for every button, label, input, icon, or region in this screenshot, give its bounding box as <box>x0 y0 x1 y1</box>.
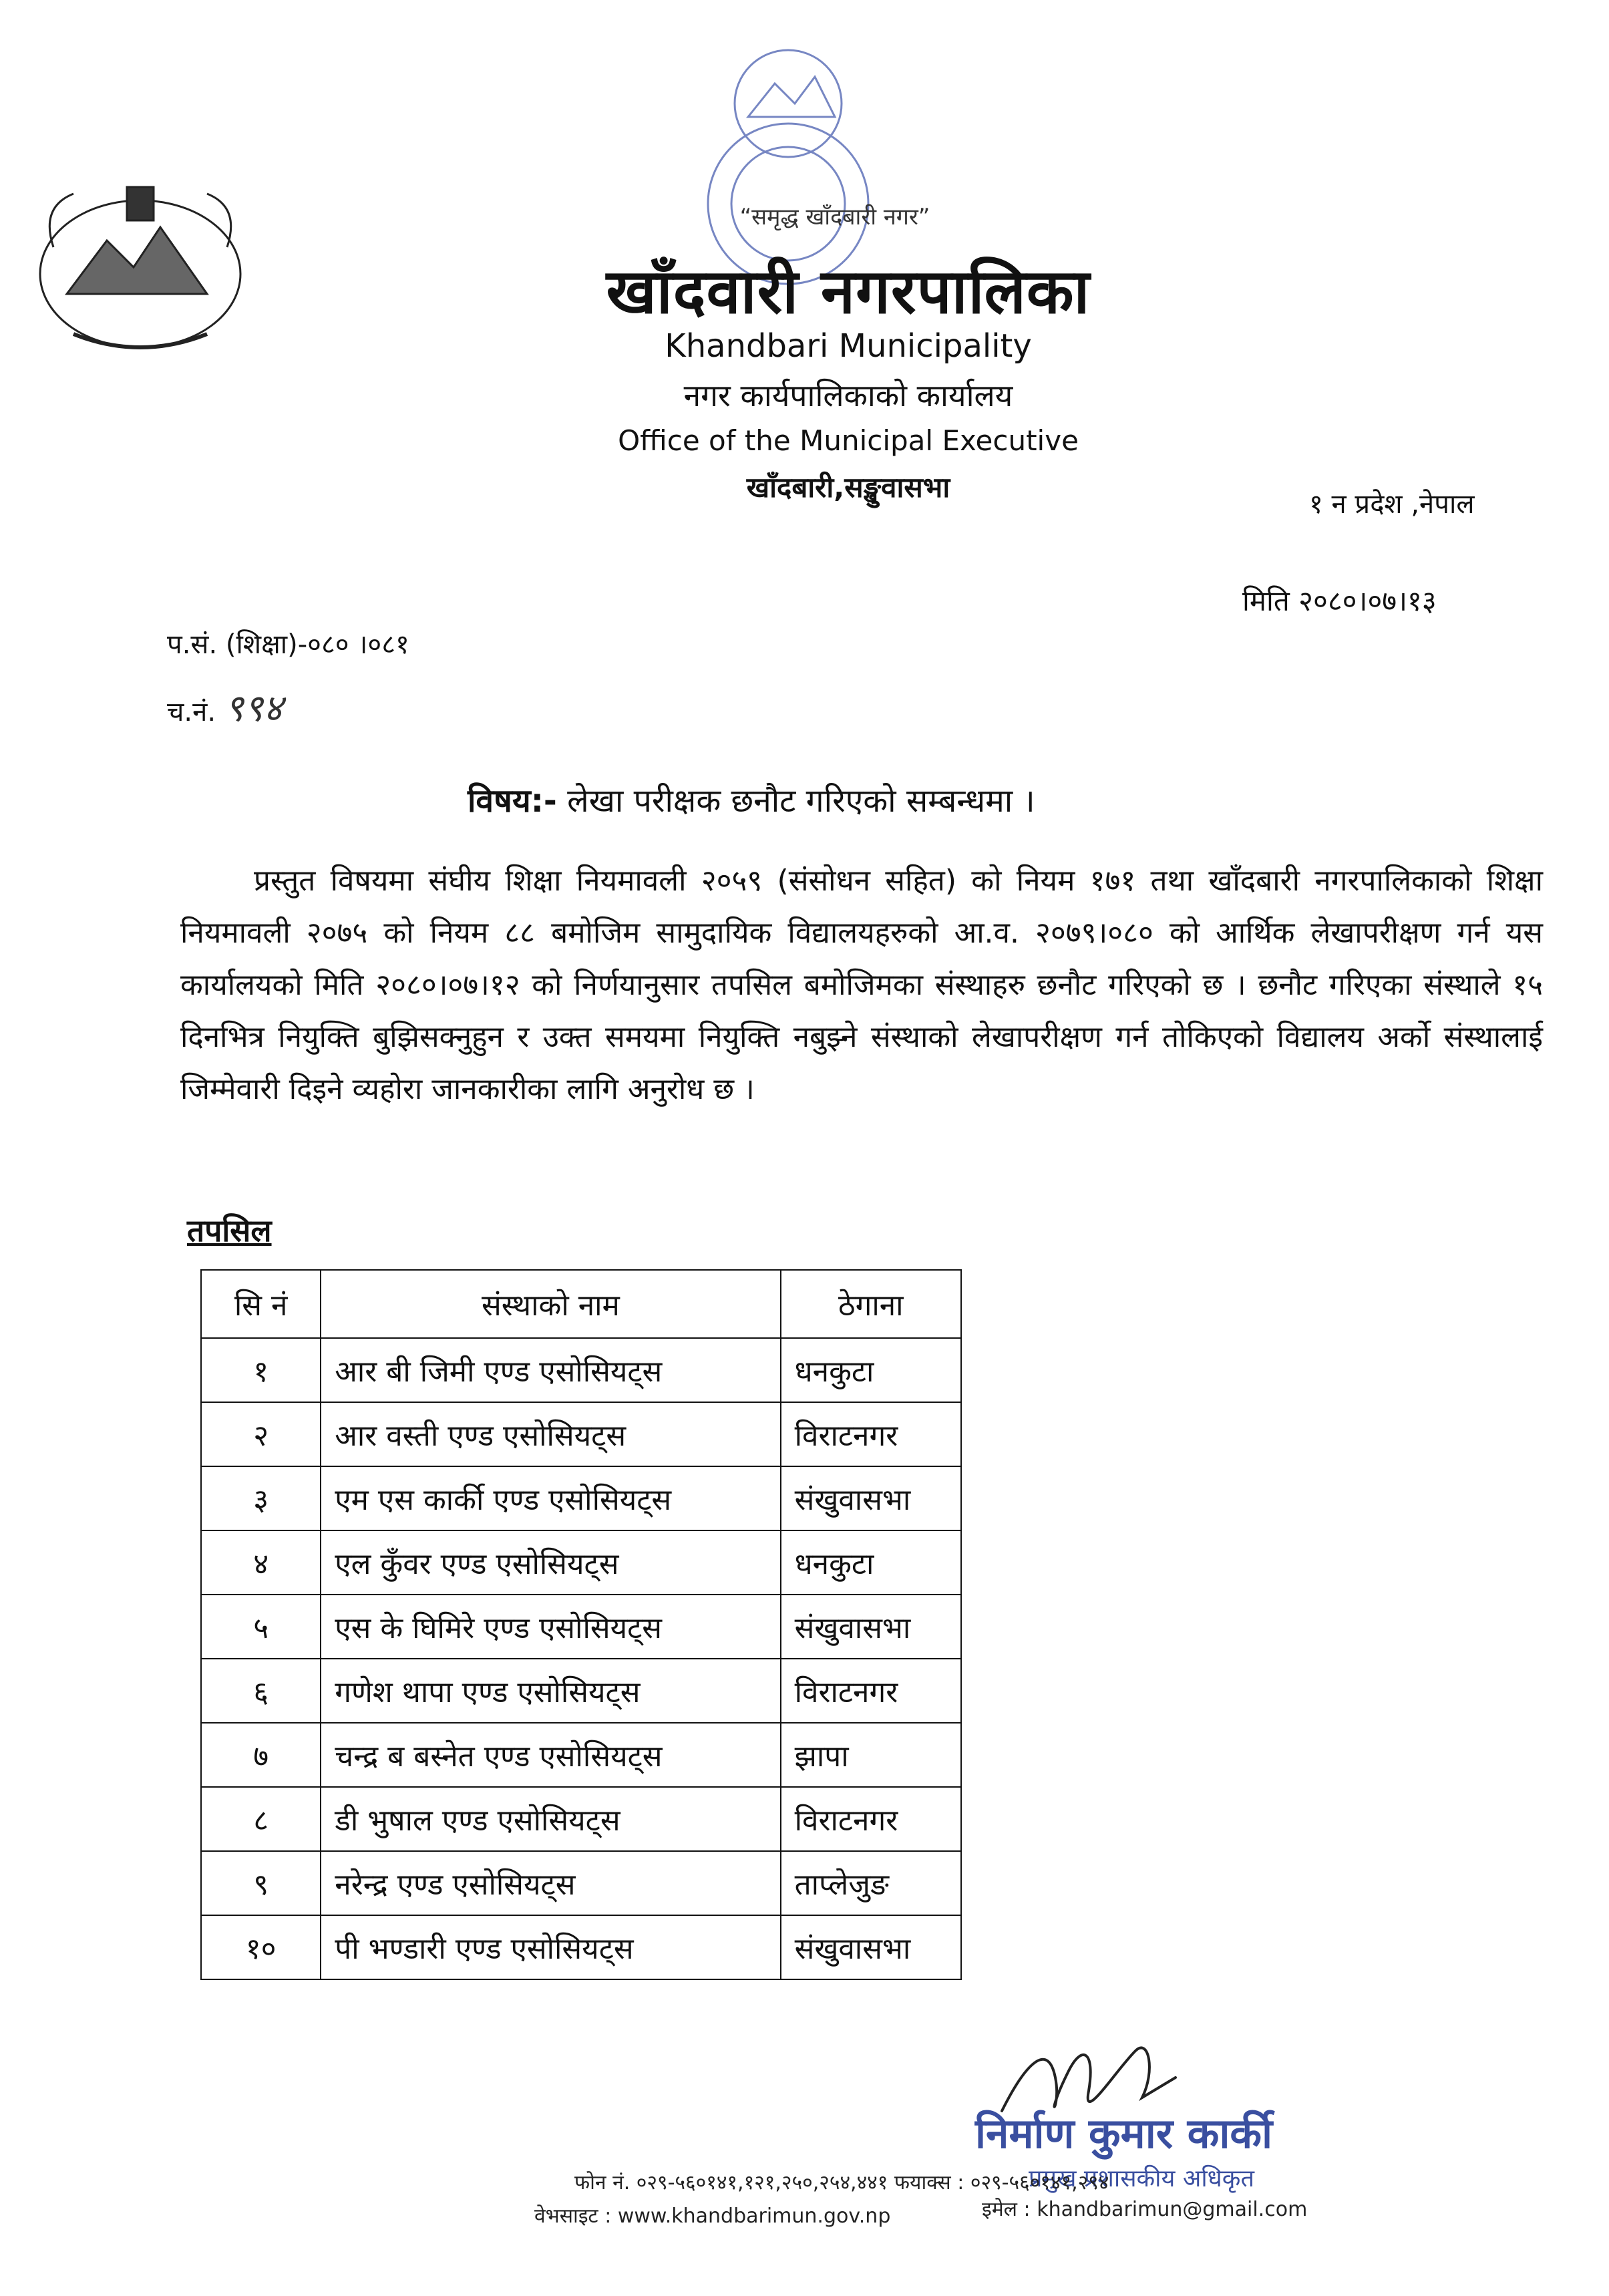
row-sn: १० <box>201 1915 321 1979</box>
municipality-title-np: खाँदवारी नगरपालिका <box>606 256 1091 327</box>
row-sn: १ <box>201 1338 321 1402</box>
table-row <box>201 1723 961 1787</box>
row-sn: २ <box>201 1402 321 1466</box>
row-address: झापा <box>781 1723 961 1787</box>
row-name: गणेश थापा एण्ड एसोसियट्स <box>321 1659 780 1723</box>
row-address: संखुवासभा <box>781 1915 961 1979</box>
row-sn: ५ <box>201 1595 321 1659</box>
row-name: आर बी जिमी एण्ड एसोसियट्स <box>321 1338 780 1402</box>
row-address: धनकुटा <box>781 1338 961 1402</box>
column-header-sn: सि नं <box>201 1270 321 1338</box>
dispatch-label: च.नं. <box>167 697 216 727</box>
row-sn: ६ <box>201 1659 321 1723</box>
office-address: खाँदबारी,सङ्खुवासभा <box>746 471 950 504</box>
row-address: संखुवासभा <box>781 1595 961 1659</box>
table-row <box>201 1851 961 1915</box>
row-name: एल कुँवर एण्ड एसोसियट्स <box>321 1530 780 1595</box>
row-name: चन्द्र ब बस्नेत एण्ड एसोसियट्स <box>321 1723 780 1787</box>
signer-title-stamp: प्रमुख प्रशासकीय अधिकृत <box>1029 2165 1254 2192</box>
footer-email[interactable]: इमेल : khandbarimun@gmail.com <box>982 2198 1308 2221</box>
row-address: विराटनगर <box>781 1402 961 1466</box>
slogan: “समृद्ध खाँदबारी नगर” <box>739 204 930 230</box>
row-address: विराटनगर <box>781 1659 961 1723</box>
row-name: पी भण्डारी एण्ड एसोसियट्स <box>321 1915 780 1979</box>
province-label: १ न प्रदेश ,नेपाल <box>1309 489 1475 520</box>
column-header-address: ठेगाना <box>781 1270 961 1338</box>
table-row <box>201 1659 961 1723</box>
row-name: नरेन्द्र एण्ड एसोसियट्स <box>321 1851 780 1915</box>
footer-website[interactable]: वेभसाइट : www.khandbarimun.gov.np <box>534 2204 891 2228</box>
table-row <box>201 1338 961 1402</box>
letter-date: मिति २०८०।०७।१३ <box>1242 585 1437 617</box>
table-row <box>201 1915 961 1979</box>
footer-phone: फोन नं. ०२९-५६०१४१,१२१,२५०,२५४,४४१ फयाक्स : ०२९-५६०१४१,२९४ <box>574 2171 1109 2194</box>
table-row <box>201 1402 961 1466</box>
dispatch-number-handwritten: ९९४ <box>224 687 283 730</box>
table-row <box>201 1530 961 1595</box>
subject-line <box>468 778 1035 822</box>
column-header-name: संस्थाको नाम <box>321 1270 780 1338</box>
table-row <box>201 1787 961 1851</box>
row-sn: ७ <box>201 1723 321 1787</box>
table-title: तपसिल <box>187 1212 272 1249</box>
reference-number: प.सं. (शिक्षा)-०८० ।०८१ <box>167 629 409 660</box>
selected-auditors-table <box>200 1269 962 1980</box>
row-address: संखुवासभा <box>781 1466 961 1530</box>
signer-name-stamp: निर्माण कुमार कार्की <box>975 2109 1273 2158</box>
table-row <box>201 1466 961 1530</box>
nepal-emblem-icon <box>27 167 254 367</box>
row-sn: ९ <box>201 1851 321 1915</box>
dispatch-number <box>167 681 283 732</box>
table-row <box>201 1595 961 1659</box>
row-name: एस के घिमिरे एण्ड एसोसियट्स <box>321 1595 780 1659</box>
row-sn: ८ <box>201 1787 321 1851</box>
row-name: आर वस्ती एण्ड एसोसियट्स <box>321 1402 780 1466</box>
municipality-title-en: Khandbari Municipality <box>665 327 1032 365</box>
row-address: धनकुटा <box>781 1530 961 1595</box>
letter-body: प्रस्तुत विषयमा संघीय शिक्षा नियमावली २०५९ (संसोधन सहित) को नियम १७१ तथा खाँदबारी नगरपालिकाको शिक्षा नियमावली २०७५ को नियम ८८ बमोजिम सामुदायिक विद्यालयहरुको आ.व. २०७९।०८० को आर्थिक लेखापरीक्षण गर्न यस कार्यालयको मिति २०८०।०७।१२ को निर्णयानुसार तपसिल बमोजिमका संस्थाहरु छनौट गरिएको छ । छनौट गरिएका संस्थाले १५ दिनभित्र नियुक्ति बुझिसक्नुहुन र उक्त समयमा नियुक्ति नबुझ्ने संस्थाको लेखापरीक्षण गर्न तोकिएको विद्यालय अर्को संस्थालाई जिम्मेवारी दिइने व्यहोरा जानकारीका लागि अनुरोध छ । <box>180 864 1543 1106</box>
row-address: विराटनगर <box>781 1787 961 1851</box>
row-sn: ३ <box>201 1466 321 1530</box>
office-name-np: नगर कार्यपालिकाको कार्यालय <box>683 377 1013 414</box>
table-header-row <box>201 1270 961 1338</box>
row-name: डी भुषाल एण्ड एसोसियट्स <box>321 1787 780 1851</box>
row-address: ताप्लेजुङ <box>781 1851 961 1915</box>
row-sn: ४ <box>201 1530 321 1595</box>
subject-text: लेखा परीक्षक छनौट गरिएको सम्बन्धमा । <box>567 782 1035 820</box>
subject-label: विषय:- <box>468 782 557 820</box>
row-name: एम एस कार्की एण्ड एसोसियट्स <box>321 1466 780 1530</box>
office-name-en: Office of the Municipal Executive <box>618 424 1079 457</box>
